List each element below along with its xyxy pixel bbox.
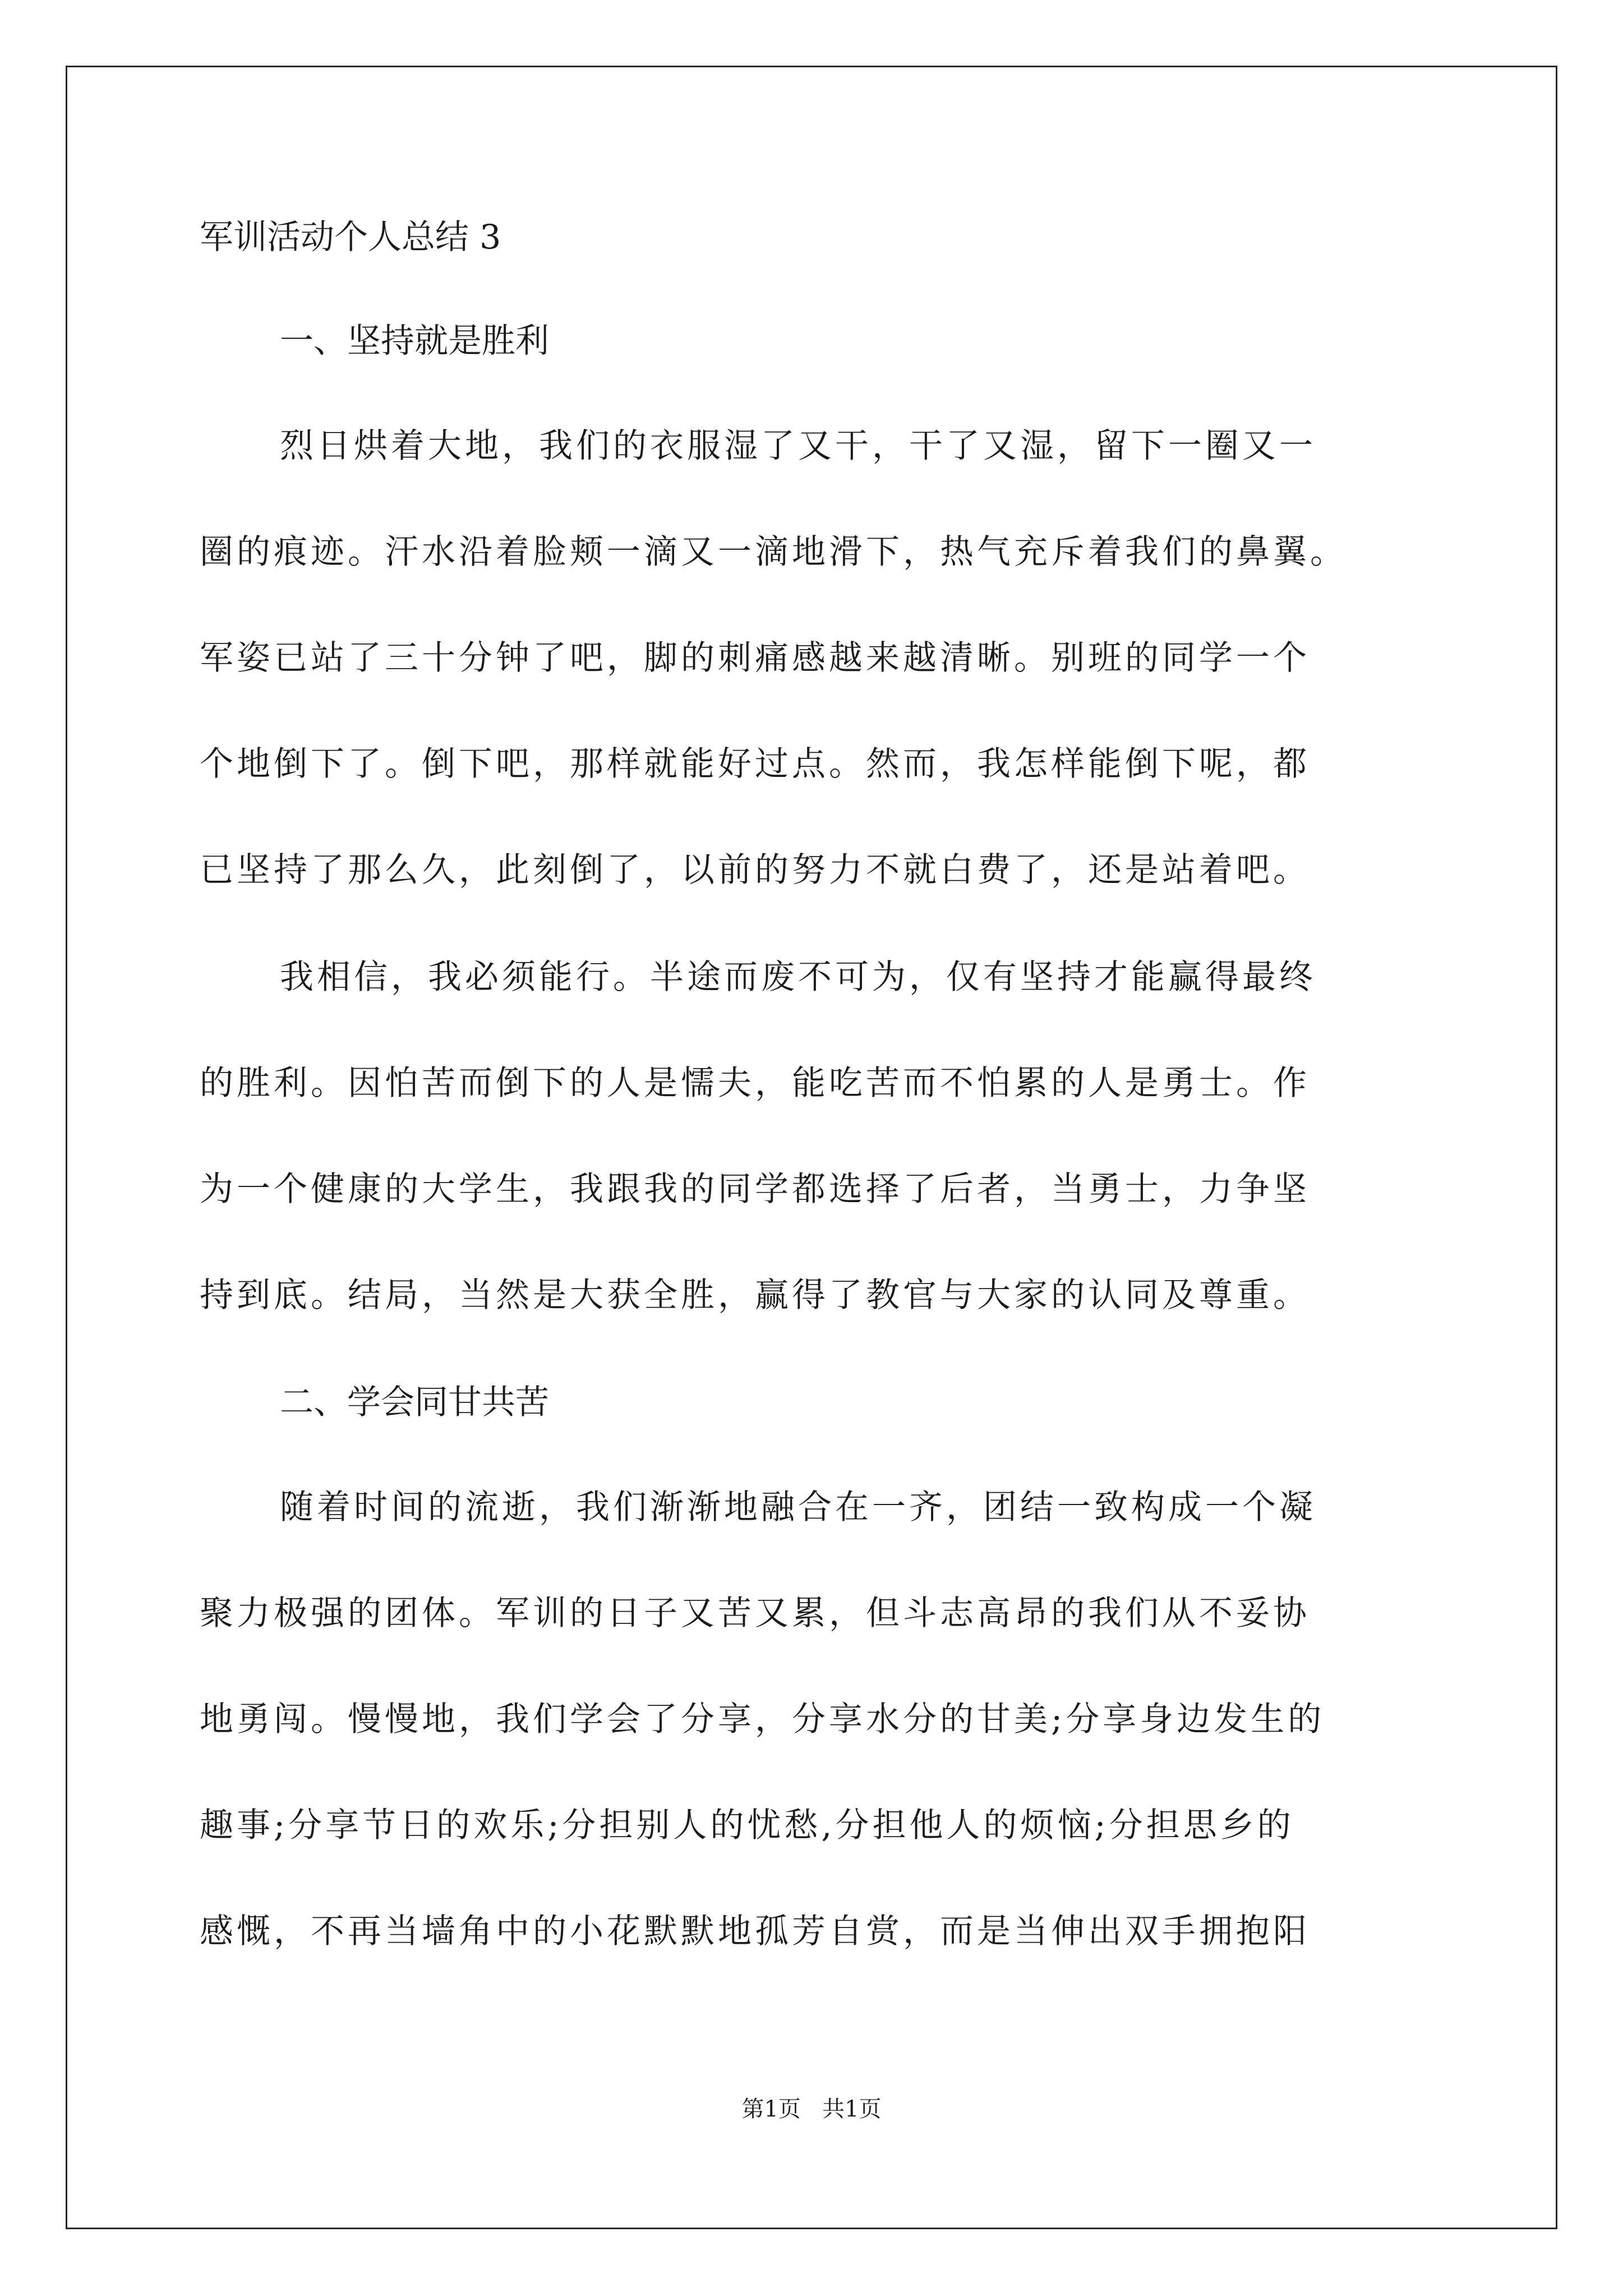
paragraph: [200, 420, 1428, 950]
paragraph: [200, 951, 1428, 1375]
paragraph-line: 圈的痕迹。汗水沿着脸颊一滴又一滴地滑下，热气充斥着我们的鼻翼。: [200, 532, 1347, 572]
paragraph-line: 烈日烘着大地，我们的衣服湿了又干，干了又湿，留下一圈又一: [280, 426, 1316, 466]
page-footer: 第1页 共1页: [741, 2096, 882, 2122]
paragraph-line: 趣事;分享节日的欢乐;分担别人的忧愁,分担他人的烦恼;分担思乡的: [200, 1806, 1294, 1845]
paragraph-line: 持到底。结局，当然是大获全胜，赢得了教官与大家的认同及尊重。: [200, 1276, 1310, 1315]
section-heading-2: 二、学会同甘共苦: [280, 1383, 549, 1422]
section-heading-1: 一、坚持就是胜利: [280, 321, 549, 361]
paragraph-line: 感慨，不再当墙角中的小花默默地孤芳自赏，而是当伸出双手拥抱阳: [200, 1912, 1310, 1951]
paragraph-line: 个地倒下了。倒下吧，那样就能好过点。然而，我怎样能倒下呢，都: [200, 744, 1310, 784]
document-title: 军训活动个人总结 3: [200, 218, 501, 257]
paragraph: [200, 1481, 1428, 2011]
paragraph-line: 地勇闯。慢慢地，我们学会了分享，分享水分的甘美;分享身边发生的: [200, 1700, 1325, 1739]
paragraph-line: 聚力极强的团体。军训的日子又苦又累，但斗志高昂的我们从不妥协: [200, 1594, 1310, 1633]
paragraph-line: 已坚持了那么久，此刻倒了，以前的努力不就白费了，还是站着吧。: [200, 850, 1310, 890]
paragraph-line: 为一个健康的大学生，我跟我的同学都选择了后者，当勇士，力争坚: [200, 1170, 1310, 1209]
paragraph-line: 我相信，我必须能行。半途而废不可为，仅有坚持才能赢得最终: [280, 958, 1316, 997]
paragraph-line: 军姿已站了三十分钟了吧，脚的刺痛感越来越清晰。别班的同学一个: [200, 638, 1310, 678]
paragraph-line: 随着时间的流逝，我们渐渐地融合在一齐，团结一致构成一个凝: [280, 1488, 1316, 1527]
paragraph-line: 的胜利。因怕苦而倒下的人是懦夫，能吃苦而不怕累的人是勇士。作: [200, 1064, 1310, 1103]
